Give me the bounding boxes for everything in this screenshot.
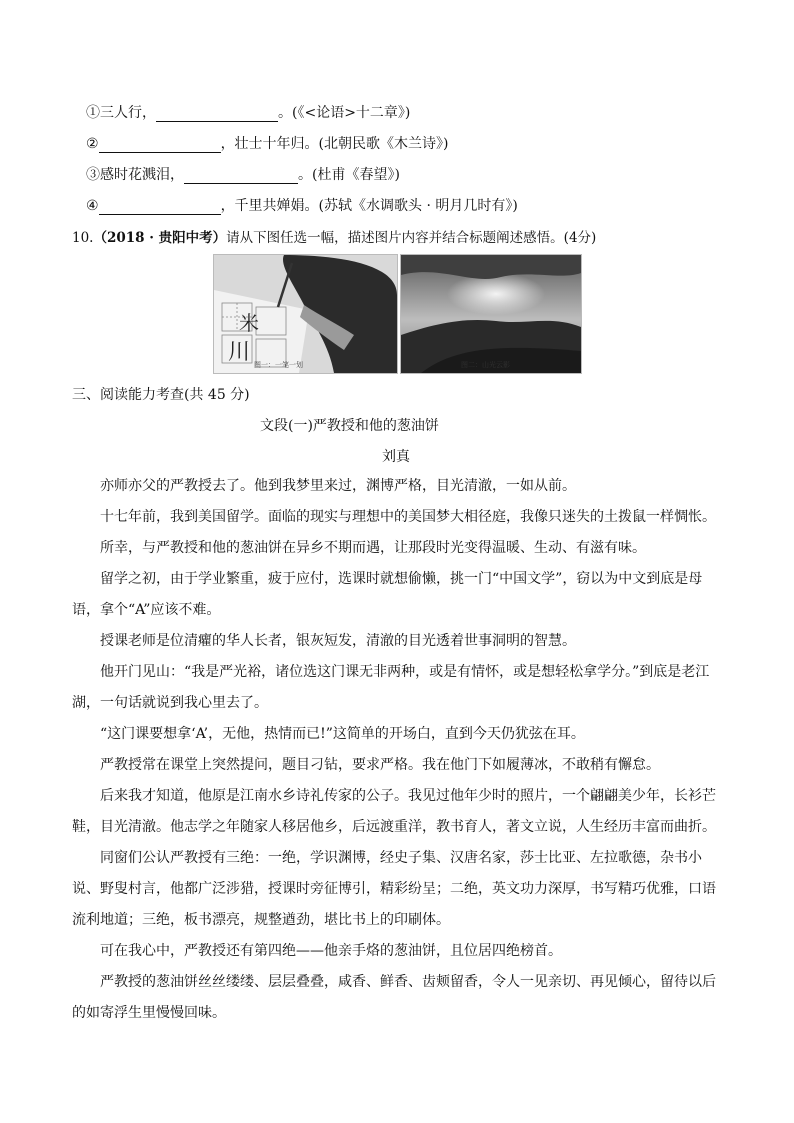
blank-suffix: ，千里共婵娟。(苏轼《水调歌头 · 明月几时有》) — [220, 198, 518, 214]
article-paragraph: “这门课要想拿‘A’，无他，热情而已!”这简单的开场白，直到今天仍犹弦在耳。 — [100, 726, 585, 742]
blank-suffix: 。(杜甫《春望》) — [298, 167, 400, 183]
blank-prefix: ①三人行， — [86, 105, 156, 121]
article-body — [72, 471, 727, 1029]
blank-line-1 — [86, 102, 410, 122]
blank-line-2 — [86, 133, 449, 153]
article-paragraph: 他开门见山：“我是严光裕，诸位选这门课无非两种，或是有情怀，或是想轻松拿学分。”到底是老江湖，一句话就说到我心里去了。 — [72, 664, 710, 711]
article-paragraph: 十七年前，我到美国留学。面临的现实与理想中的美国梦大相径庭，我像只迷失的土拨鼠一样惆怅。 — [100, 509, 716, 525]
mountain-photo — [401, 255, 581, 373]
question-number: 10. — [72, 230, 94, 246]
blank-prefix: ② — [86, 136, 99, 152]
blank-prefix: ③感时花溅泪， — [86, 167, 184, 183]
answer-blank[interactable] — [99, 198, 221, 215]
article-paragraph: 所幸，与严教授和他的葱油饼在异乡不期而遇，让那段时光变得温暖、生动、有滋有味。 — [100, 540, 646, 556]
blank-line-3 — [86, 164, 400, 184]
article-paragraph: 同窗们公认严教授有三绝：一绝，学识渊博，经史子集、汉唐名家，莎士比亚、左拉歌德，杂书小说、野叟村言，他都广泛涉猎，授课时旁征博引，精彩纷呈；二绝，英文功力深厚，书写精巧优雅，口语流利地道；三绝，板书漂亮，规整遒劲，堪比书上的印刷体。 — [72, 850, 716, 928]
article-paragraph: 授课老师是位清癯的华人长者，银灰短发，清澈的目光透着世事洞明的智慧。 — [100, 633, 576, 649]
article-paragraph: 严教授的葱油饼丝丝缕缕、层层叠叠，咸香、鲜香、齿颊留香，令人一见亲切、再见倾心，留待以后的如寄浮生里慢慢回味。 — [72, 974, 716, 1021]
answer-blank[interactable] — [99, 136, 221, 153]
article-paragraph: 留学之初，由于学业繁重，疲于应付，选课时就想偷懒，挑一门“中国文学”，窃以为中文到底是母语，拿个“A”应该不难。 — [72, 571, 703, 618]
practice-char-2: 川 — [228, 340, 251, 365]
blank-suffix: ，壮士十年归。(北朝民歌《木兰诗》) — [220, 136, 449, 152]
article-title: 文段(一)严教授和他的葱油饼 — [260, 418, 439, 434]
image-caption: 图一：一笔一划 — [254, 361, 303, 369]
answer-blank[interactable] — [184, 167, 298, 184]
blank-line-4 — [86, 195, 518, 215]
question-10 — [72, 226, 596, 246]
image-caption: 图二：山光云影 — [461, 361, 510, 369]
answer-blank[interactable] — [156, 105, 278, 122]
article-paragraph: 可在我心中，严教授还有第四绝——他亲手烙的葱油饼，且位居四绝榜首。 — [100, 943, 562, 959]
practice-char-1: 米 — [239, 311, 259, 335]
image-mountain-light — [400, 254, 582, 374]
question-source: （2018 · 贵阳中考） — [93, 230, 227, 246]
blank-suffix: 。(《<论语>十二章》) — [278, 105, 411, 121]
image-writing-practice — [213, 254, 398, 374]
article-paragraph: 亦师亦父的严教授去了。他到我梦里来过，渊博严格，目光清澈，一如从前。 — [100, 478, 576, 494]
article-paragraph: 后来我才知道，他原是江南水乡诗礼传家的公子。我见过他年少时的照片，一个翩翩美少年，长衫芒鞋，目光清澈。他志学之年随家人移居他乡，后远渡重洋，教书育人，著文立说，人生经历丰富而曲折。 — [72, 788, 716, 835]
question-text: 请从下图任选一幅，描述图片内容并结合标题阐述感悟。(4分) — [226, 230, 597, 246]
article-author: 刘真 — [382, 449, 410, 465]
blank-prefix: ④ — [86, 198, 99, 214]
article-paragraph: 严教授常在课堂上突然提问，题目刁钻，要求严格。我在他门下如履薄冰，不敢稍有懈怠。 — [100, 757, 660, 773]
section-heading: 三、阅读能力考查(共 45 分) — [72, 387, 250, 403]
